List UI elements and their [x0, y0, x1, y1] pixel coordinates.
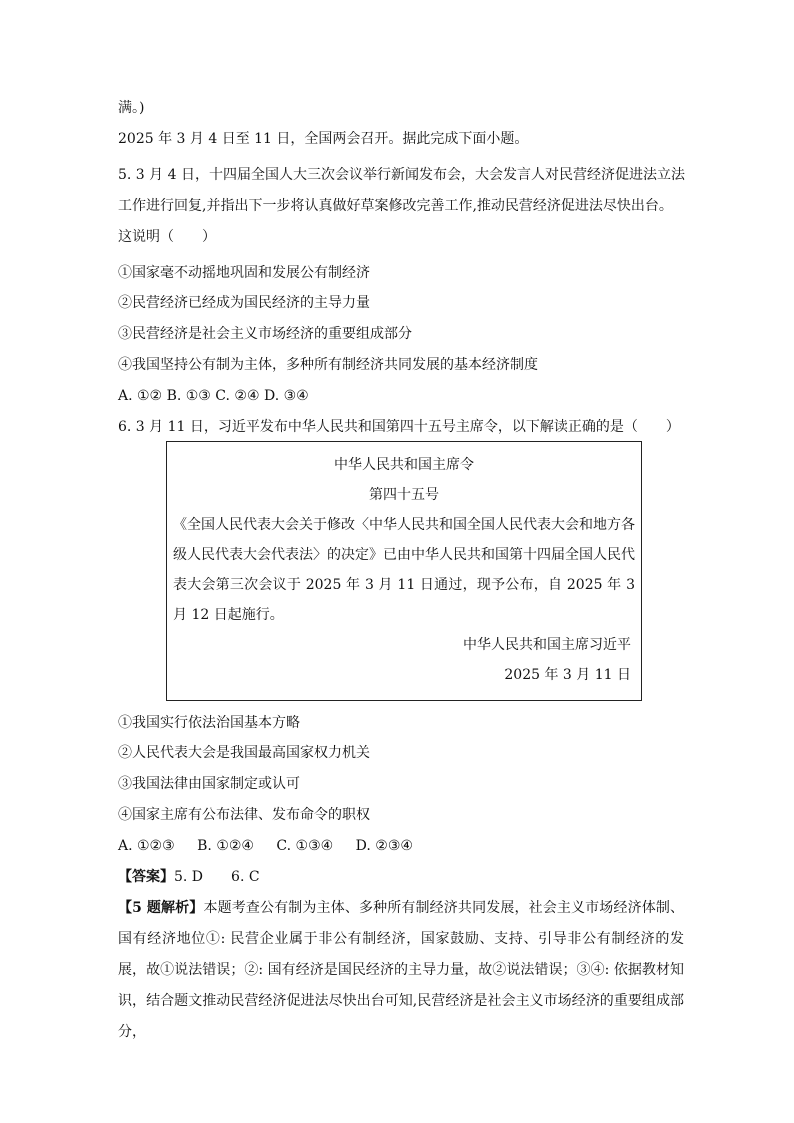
choices: A. ①② B. ①③ C. ②④ D. ③④	[118, 387, 309, 404]
option-4: ④我国坚持公有制为主体，多种所有制经济共同发展的基本经济制度	[118, 356, 538, 373]
answer-text: 5. D 6. C	[174, 868, 260, 885]
text-line: 2025 年 3 月 4 日至 11 日，全国两会召开。据此完成下面小题。	[118, 130, 529, 147]
analysis-paragraph	[118, 893, 684, 1048]
option-2: ②人民代表大会是我国最高国家权力机关	[118, 745, 370, 762]
choice-d: D. ②③④	[355, 837, 413, 854]
question-stem: 工作进行回复,并指出下一步将认真做好草案修改完善工作,推动民营经济促进法尽快出台。	[118, 197, 673, 214]
decree-body: 《全国人民代表大会关于修改〈中华人民共和国全国人民代表大会和地方各级人民代表大会代表法〉的决定》已由中华人民共和国第十四届全国人民代表大会第三次会议于 2025 年 3 月 11 日通过，现予公布，自 2025 年 3 月 12 日起施行。	[173, 516, 635, 623]
option-4: ④国家主席有公布法律、发布命令的职权	[118, 806, 370, 823]
question-stem: 这说明（ ）	[118, 228, 216, 245]
choices	[118, 836, 684, 856]
question-6	[118, 417, 684, 856]
answer-line	[118, 867, 684, 887]
question-stem: 6. 3 月 11 日，习近平发布中华人民共和国第四十五号主席令，以下解读正确的是（ ）	[118, 418, 680, 435]
text-line: 满。)	[118, 100, 145, 116]
option-1: ①我国实行依法治国基本方略	[118, 714, 300, 731]
answer-tag: 【答案】	[118, 868, 174, 885]
analysis-text: 本题考查公有制为主体、多种所有制经济共同发展，社会主义市场经济体制、国有经济地位①: 民营企业属于非公有制经济，国家鼓励、支持、引导非公有制经济的发展，故①说法错误；②: 国有经济是国民经济的主导力量，故②说法错误；③④: 依据教材知识，结合题文推动民营经济促进法尽快出台可知,民营经济是社会主义市场经济的重要组成部分，	[118, 900, 684, 1041]
choice-a: A. ①②③	[118, 837, 175, 854]
decree-signature: 中华人民共和国主席习近平	[463, 636, 631, 653]
decree-date: 2025 年 3 月 11 日	[504, 666, 631, 683]
option-3: ③我国法律由国家制定或认可	[118, 776, 300, 793]
option-1: ①国家毫不动摇地巩固和发展公有制经济	[118, 264, 370, 281]
question-stem: 5. 3 月 4 日，十四届全国人大三次会议举行新闻发布会，大会发言人对民营经济促进法立法	[118, 166, 685, 183]
question-5	[118, 160, 684, 406]
option-2: ②民营经济已经成为国民经济的主导力量	[118, 295, 370, 312]
choice-b: B. ①②④	[197, 837, 254, 854]
option-3: ③民营经济是社会主义市场经济的重要组成部分	[118, 326, 412, 343]
decree-title: 中华人民共和国主席令	[334, 456, 474, 473]
choice-c: C. ①③④	[276, 837, 334, 854]
analysis-tag: 【5 题解析】	[118, 900, 204, 917]
document-page	[118, 98, 684, 1048]
decree-box	[166, 441, 642, 701]
decree-number: 第四十五号	[369, 486, 439, 503]
